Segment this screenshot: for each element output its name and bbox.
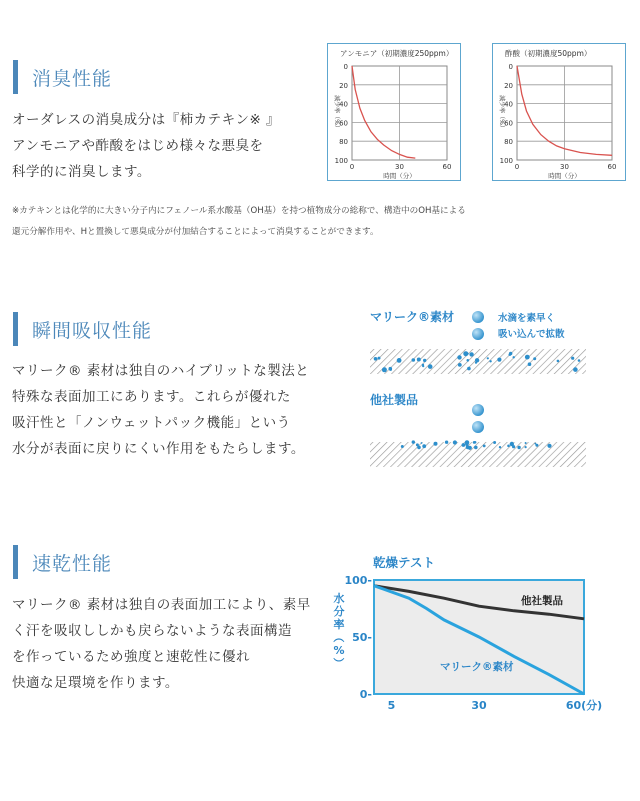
acetic-chart <box>492 43 626 181</box>
heading-text: 瞬間吸収性能 <box>32 319 153 342</box>
droplet-dot <box>422 444 426 448</box>
droplet-dot <box>423 359 426 362</box>
absorb-caption-line: 吸い込んで拡散 <box>498 329 565 340</box>
y-tick-label: 50- <box>352 631 372 644</box>
droplet-dot <box>533 357 536 360</box>
mariku-label: マリーク®素材 <box>370 310 455 324</box>
droplet-dot <box>499 446 501 448</box>
y-axis-label-char: ） <box>332 657 345 669</box>
y-axis-label <box>332 591 345 669</box>
y-tick-label: 100 <box>334 157 348 165</box>
catechin-footnote <box>12 201 466 243</box>
y-tick-label: 60 <box>504 119 513 128</box>
y-tick-label: 0 <box>343 63 348 71</box>
y-axis-label-char: （ <box>332 631 345 643</box>
droplet-dot <box>525 446 527 448</box>
y-tick-label: 0- <box>359 688 372 701</box>
droplet-dot <box>557 360 560 363</box>
body-line: 快適な足環境を作ります。 <box>12 675 179 691</box>
y-tick-label: 80 <box>504 138 513 147</box>
footnote-line: ※カテキンとは化学的に大きい分子内にフェノール系水酸基（OH基）を持つ植物成分の総称で、構造中のOH基による <box>12 206 466 216</box>
droplet-dot <box>473 441 476 444</box>
body-line: 水分が表面に戻りにくい作用をもたらします。 <box>12 441 305 457</box>
x-tick-label: 60 <box>442 163 452 171</box>
y-tick-label: 100 <box>499 157 513 165</box>
droplet-dot <box>573 367 578 372</box>
y-tick-label: 60 <box>339 119 348 128</box>
body-line: 科学的に消臭します。 <box>12 164 151 180</box>
water-drop-icon <box>472 404 484 416</box>
y-axis-label-char: 率 <box>333 618 345 631</box>
y-tick-label: 80 <box>339 138 348 147</box>
chart-title: 酢酸（初期濃度50ppm） <box>505 49 592 58</box>
water-drop-icon <box>472 328 484 340</box>
x-tick-label: 5 <box>387 699 396 712</box>
droplet-dot <box>535 444 538 447</box>
body-line: オーダレスの消臭成分は『柿カテキン※ 』 <box>12 112 281 128</box>
droplet-dot <box>547 444 551 448</box>
droplet-dot <box>512 445 515 448</box>
droplet-dot <box>474 446 478 450</box>
droplet-dot <box>412 441 414 443</box>
body-line: 特殊な表面加工にあります。これらが優れた <box>12 389 291 405</box>
ammonia-chart-svg <box>328 44 460 180</box>
y-tick-label: 20 <box>504 81 513 90</box>
droplet-dot <box>509 353 512 356</box>
droplet-dot <box>466 445 470 449</box>
heading-accent-bar <box>13 60 18 94</box>
droplet-dot <box>465 440 470 445</box>
droplet-dot <box>417 446 421 450</box>
legend-label-other: 他社製品 <box>521 595 563 607</box>
droplet-dot <box>513 356 515 358</box>
body-line: 吸汗性と「ノンウェットパック機能」という <box>12 415 291 431</box>
droplet-dot <box>417 358 421 362</box>
droplet-dot <box>397 358 402 363</box>
section-odor-heading <box>13 60 112 94</box>
absorb-caption-line: 水滴を素早く <box>498 313 556 324</box>
droplet-dot <box>374 357 378 361</box>
droplet-dot <box>493 441 496 444</box>
droplet-dot <box>412 358 416 362</box>
x-tick-label: 30 <box>560 163 569 171</box>
droplet-dot <box>525 355 530 360</box>
water-drop-icon <box>472 311 484 323</box>
droplet-dot <box>421 442 423 444</box>
x-tick-label: 60 <box>607 163 617 171</box>
droplet-dot <box>528 362 532 366</box>
heading-accent-bar <box>13 545 18 579</box>
x-tick-label: 30 <box>471 699 487 712</box>
droplet-dot <box>467 367 471 371</box>
droplet-dot <box>571 357 574 360</box>
droplet-dot <box>389 368 392 371</box>
heading-text: 消臭性能 <box>32 67 113 90</box>
y-tick-label: 20 <box>339 81 348 90</box>
body-line: く汗を吸収ししかも戻らないような表面構造 <box>12 623 292 639</box>
absorption-diagram <box>366 300 590 472</box>
droplet-dot <box>463 351 468 356</box>
body-line: アンモニアや酢酸をはじめ様々な悪臭を <box>12 138 264 154</box>
heading-accent-bar <box>13 312 18 346</box>
drying-test-chart <box>325 548 605 718</box>
y-axis-label: 減少率（%） <box>333 95 340 131</box>
y-tick-label: 0 <box>508 63 513 71</box>
y-tick-label: 40 <box>504 100 513 109</box>
legend-label-mariku: マリーク®素材 <box>440 661 514 673</box>
droplet-dot <box>453 440 457 444</box>
y-tick-label: 100- <box>344 574 372 587</box>
droplet-dot <box>401 445 404 448</box>
chart-title: 乾燥テスト <box>373 555 436 570</box>
droplet-dot <box>445 441 448 444</box>
acetic-chart-svg <box>493 44 625 180</box>
x-axis-label: 時間（分） <box>548 172 581 180</box>
droplet-dot <box>487 357 489 359</box>
droplet-dot <box>462 443 466 447</box>
footnote-line: 還元分解作用や、Hと置換して悪臭成分が付加結合することによって消臭することができます。 <box>12 227 379 237</box>
droplet-dot <box>517 446 520 449</box>
body-line: を作っているため強度と速乾性に優れ <box>12 649 250 665</box>
ammonia-chart <box>327 43 461 181</box>
body-line: マリーク® 素材は独自のハイブリットな製法と <box>12 363 310 379</box>
x-axis-label: 時間（分） <box>383 172 416 180</box>
x-tick-label: 60(分) <box>565 699 603 712</box>
body-line: マリーク® 素材は独自の表面加工により、素早 <box>12 597 311 613</box>
section-absorb-body <box>12 358 309 462</box>
droplet-dot <box>457 355 461 359</box>
droplet-dot <box>525 442 527 444</box>
droplet-dot <box>458 363 462 367</box>
droplet-dot <box>469 352 473 356</box>
section-odor-body <box>12 107 280 185</box>
droplet-dot <box>382 367 387 372</box>
y-axis-label-char: % <box>333 644 345 657</box>
x-tick-label: 30 <box>395 163 404 171</box>
droplet-dot <box>483 445 486 448</box>
droplet-dot <box>428 364 433 369</box>
droplet-dot <box>507 445 510 448</box>
section-dry-heading <box>13 545 112 579</box>
section-dry-body <box>12 592 311 696</box>
y-axis-label: 減少率（%） <box>498 95 505 131</box>
section-absorb-heading <box>13 312 152 346</box>
droplet-dot <box>475 358 479 362</box>
other-product-label: 他社製品 <box>370 393 419 407</box>
x-tick-label: 0 <box>514 163 520 171</box>
droplet-dot <box>578 359 581 362</box>
droplet-dot <box>434 442 438 446</box>
heading-text: 速乾性能 <box>32 552 113 575</box>
droplet-dot <box>467 359 470 362</box>
water-drop-icon <box>472 421 484 433</box>
droplet-dot <box>489 360 491 362</box>
droplet-dot <box>378 357 381 360</box>
droplet-dot <box>422 365 424 367</box>
y-axis-label-char: 水 <box>333 592 345 605</box>
droplet-dot <box>497 358 501 362</box>
x-tick-label: 0 <box>349 163 355 171</box>
y-axis-label-char: 分 <box>333 605 345 618</box>
chart-title: アンモニア（初期濃度250ppm） <box>340 49 454 58</box>
y-tick-label: 40 <box>339 100 348 109</box>
